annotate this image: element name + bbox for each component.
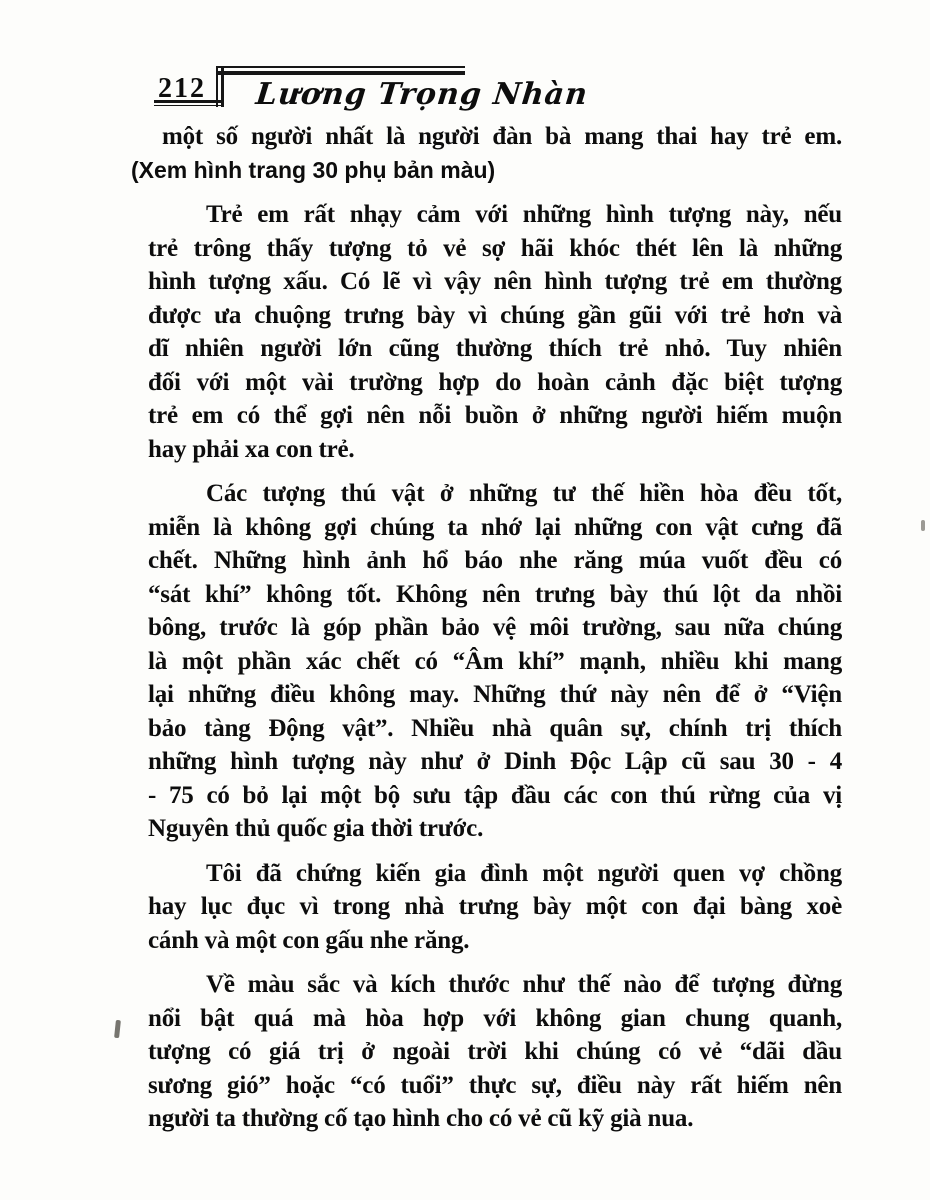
- text-line: trẻ em có thể gợi nên nỗi buồn ở những người hiếm muộn: [148, 402, 842, 429]
- text-line: miễn là không gợi chúng ta nhớ lại những con vật cưng đã: [148, 513, 842, 541]
- text-line: Nguyên thủ quốc gia thời trước.: [148, 815, 484, 842]
- text-line: lại những điều không may. Những thứ này nên để ở “Viện: [148, 681, 842, 708]
- paragraph-body: [148, 857, 842, 958]
- paragraph-body: [148, 198, 842, 466]
- paragraph-note: [131, 154, 842, 188]
- text-line: (Xem hình trang 30 phụ bản màu): [131, 156, 496, 183]
- text-line: sương gió” hoặc “có tuổi” thực sự, điều này rất hiếm nên: [148, 1071, 842, 1099]
- text-line: người ta thường cố tạo hình cho có vẻ cũ kỹ già nua.: [148, 1105, 694, 1132]
- text-line: cánh và một con gấu nhe răng.: [148, 926, 470, 954]
- text-line: dĩ nhiên người lớn cũng thường thích trẻ nhỏ. Tuy nhiên: [148, 335, 842, 362]
- page-number: 212: [158, 73, 206, 104]
- text-line: tượng có giá trị ở ngoài trời khi chúng có vẻ “dãi dầu: [148, 1038, 842, 1065]
- scan-artifact: [921, 520, 925, 531]
- text-line: được ưa chuộng trưng bày vì chúng gần gũi với trẻ hơn và: [148, 301, 842, 329]
- text-line: hay phải xa con trẻ.: [148, 435, 355, 463]
- text-line: những hình tượng này như ở Dinh Độc Lập cũ sau 30 - 4: [148, 748, 842, 775]
- text-line: là một phần xác chết có “Âm khí” mạnh, nhiều khi mang: [148, 647, 842, 675]
- paragraph-body: [148, 477, 842, 846]
- text-line: Về màu sắc và kích thước như thế nào để tượng đừng: [206, 971, 842, 998]
- paragraph-continuation: [148, 120, 842, 154]
- text-line: bảo tàng Động vật”. Nhiều nhà quân sự, chính trị thích: [148, 714, 842, 742]
- text-line: một số người nhất là người đàn bà mang thai hay trẻ em.: [162, 123, 842, 150]
- text-line: hình tượng xấu. Có lẽ vì vậy nên hình tượng trẻ em thường: [148, 268, 842, 295]
- text-line: Trẻ em rất nhạy cảm với những hình tượng này, nếu: [206, 201, 842, 228]
- text-line: trẻ trông thấy tượng tỏ vẻ sợ hãi khóc thét lên là những: [148, 234, 842, 262]
- text-line: chết. Những hình ảnh hổ báo nhe răng múa vuốt đều có: [148, 547, 842, 574]
- paragraph-body: [148, 968, 842, 1136]
- body-text: [131, 120, 842, 1136]
- text-line: - 75 có bỏ lại một bộ sưu tập đầu các con thú rừng của vị: [148, 781, 842, 809]
- scan-artifact: [114, 1020, 121, 1038]
- text-line: hay lục đục vì trong nhà trưng bày một con đại bàng xoè: [148, 893, 842, 920]
- header-rule-top: [217, 66, 465, 75]
- text-line: Tôi đã chứng kiến gia đình một người quen vợ chồng: [206, 859, 842, 887]
- text-line: bông, trước là góp phần bảo vệ môi trường, sau nữa chúng: [148, 614, 842, 641]
- text-line: đối với một vài trường hợp do hoàn cảnh đặc biệt tượng: [148, 368, 842, 396]
- text-line: “sát khí” không tốt. Không nên trưng bày thú lột da nhồi: [148, 580, 842, 608]
- author-name: Lương Trọng Nhàn: [254, 77, 590, 112]
- text-line: Các tượng thú vật ở những tư thế hiền hòa đều tốt,: [206, 480, 842, 507]
- text-line: nổi bật quá mà hòa hợp với không gian chung quanh,: [148, 1004, 842, 1032]
